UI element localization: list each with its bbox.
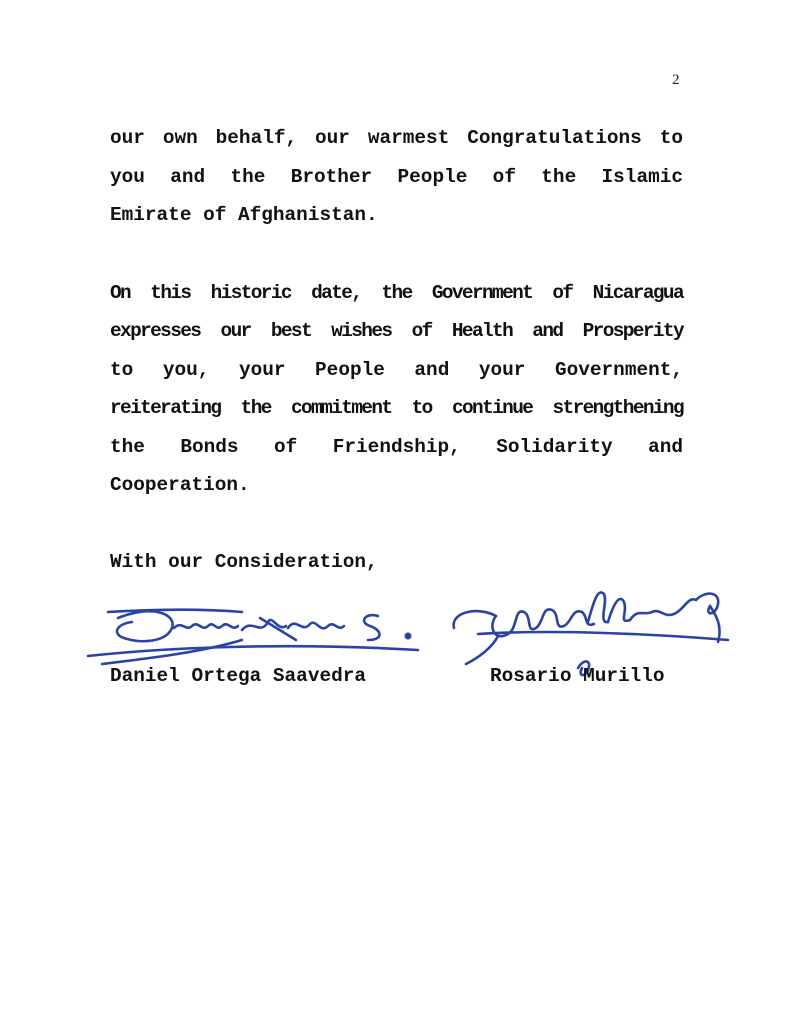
body-line: Cooperation. [110, 474, 250, 496]
ortega-signature [82, 592, 432, 672]
body-line: the Bonds of Friendship, Solidarity and [110, 436, 683, 458]
body-line: On this historic date, the Government of Nicaragua [110, 282, 683, 304]
body-line: you and the Brother People of the Islamic [110, 166, 683, 188]
page-number: 2 [672, 72, 680, 88]
body-line: expresses our best wishes of Health and Prosperity [110, 320, 683, 342]
signatory-name: Rosario Murillo [490, 665, 665, 687]
body-line: reiterating the commitment to continue strengthening [110, 397, 683, 419]
closing-line: With our Consideration, [110, 551, 378, 573]
body-line: Emirate of Afghanistan. [110, 204, 378, 226]
signatory-name: Daniel Ortega Saavedra [110, 665, 366, 687]
body-line: our own behalf, our warmest Congratulations to [110, 127, 683, 149]
body-line: to you, your People and your Government, [110, 359, 683, 381]
